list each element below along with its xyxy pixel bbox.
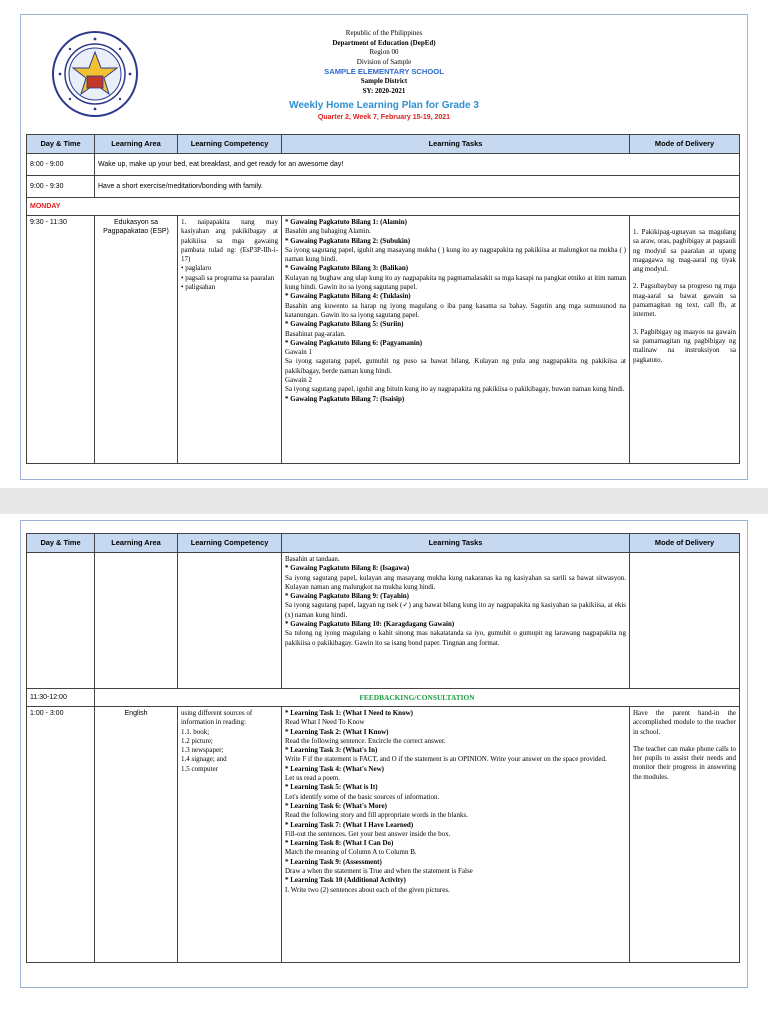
task-body: Basahin ang kuwento sa harap ng iyong magulang o iba pang kasama sa bahay. Sagutin ang mga sumusunod na katanungan. Gawin ito sa iyong sagutang papel. <box>285 301 626 319</box>
competency-cell <box>178 216 282 464</box>
task-title: * Gawaing Pagkatuto Bilang 4: (Tuklasin) <box>285 292 411 301</box>
col-header-learning-area: Learning Area <box>95 135 178 154</box>
col-header-learning-area: Learning Area <box>95 534 178 553</box>
task-body: Basahin ang bahaging Alamin. <box>285 227 371 236</box>
task-title: * Learning Task 5: (What is It) <box>285 783 378 792</box>
task-body: Sa iyong sagutang papel, kulayan ang masayang mukha kung nakaranas ka ng kasiyahan sa sarili sa bawat sitwasyon. Kulayan naman ang malungkot na mukha kung hindi. <box>285 573 626 591</box>
col-header-learning-competency: Learning Competency <box>178 135 282 154</box>
task-title: * Gawaing Pagkatuto Bilang 9: (Tayahin) <box>285 592 410 601</box>
task-title: * Gawaing Pagkatuto Bilang 8: (Isagawa) <box>285 564 410 573</box>
quarter-text: Quarter 2, Week 7, February 15-19, 2021 <box>317 114 451 122</box>
delivery-cell <box>630 553 740 689</box>
delivery-cell <box>630 707 740 963</box>
learning-plan-table-2 <box>26 533 740 963</box>
col-header-day-time: Day & Time <box>27 534 95 553</box>
page-1 <box>20 14 748 480</box>
competency-line: 1.3 newspaper; <box>181 746 224 755</box>
task-body: Sa iyong sagutang papel, iguhit ang masayang mukha ( ) kung ito ay nagpapakita ng pakikiisa at malungkot na mukha ( ) naman kung hindi. <box>285 245 626 264</box>
day-label-monday: MONDAY <box>27 198 740 216</box>
task-body: Write F if the statement is FACT, and O if the statement is an OPINION. Write your answer on the space provided. <box>285 755 607 764</box>
task-body: Let us read a poem. <box>285 774 341 783</box>
task-title: * Learning Task 6: (What's More) <box>285 801 387 810</box>
department-text: Department of Education (DepEd) <box>332 38 436 47</box>
division-text: Division of Sample <box>356 57 412 66</box>
competency-line: 1.4 signage; and <box>181 755 227 764</box>
table-row <box>27 689 740 707</box>
table-row <box>27 216 740 464</box>
table-row <box>27 198 740 216</box>
task-title: * Learning Task 10 (Additional Activity) <box>285 876 406 885</box>
task-title: * Gawaing Pagkatuto Bilang 5: (Suriin) <box>285 320 404 329</box>
task-body: Read the following sentence. Encircle the correct answer. <box>285 736 446 745</box>
task-body: Match the meaning of Column A to Column B. <box>285 848 417 857</box>
table-row <box>27 553 740 689</box>
task-body: Sa tulong ng iyong magulang o kahit sinong mas nakatatanda sa iyo, gumuhit o gumupit ng larawang nagpapakita ng pakikiisa o pakikibagay. Gawin ito sa isang bond paper. Tingnan ang format. <box>285 629 626 647</box>
learning-area-cell <box>95 553 178 689</box>
table-header-row <box>27 135 740 154</box>
table-row <box>27 154 740 176</box>
task-body: Kulayan ng bughaw ang ulap kung ito ay nagpapakita ng pagmamalasakit sa mga kasapi na pangkat etniko at itim naman kung hindi. Gawin ito sa iyong sagutang papel. <box>285 273 626 292</box>
learning-tasks-cell <box>282 216 630 464</box>
delivery-item: 3. Pagbibigay ng maayos na gawain sa pamamagitan ng pagbibigay ng malinaw na instruksiyon sa pagkatuto. <box>633 327 736 364</box>
col-header-learning-tasks: Learning Tasks <box>282 135 630 154</box>
table-header-row <box>27 534 740 553</box>
task-body: I. Write two (2) sentences about each of the given pictures. <box>285 885 450 894</box>
task-body: Fill-out the sentences. Get your best answer inside the box. <box>285 829 451 838</box>
task-body: Read What I Need To Know <box>285 718 365 727</box>
task-title: * Learning Task 7: (What I Have Learned) <box>285 820 414 829</box>
district-text: Sample District <box>360 76 408 85</box>
col-header-mode-of-delivery: Mode of Delivery <box>630 534 740 553</box>
competency-line: • paglalaro <box>181 264 212 273</box>
delivery-item: The teacher can make phone calls to her pupils to assist their needs and monitor their progress in answering the modules. <box>633 744 736 781</box>
task-body: Sa iyong sagutang papel, iguhit ang bituin kung ito ay nagpapakita ng pakikiisa o pakikibagay, buwan naman kung hindi. <box>285 385 625 394</box>
task-title: * Learning Task 3: (What's In) <box>285 746 378 755</box>
page-separator <box>0 488 768 514</box>
delivery-item: 1. Pakikipag-ugnayan sa magulang sa araw, oras, pagbibigay at pagsauli ng modyul sa paaralan at upang magagawa ng mag-aaral ng tiyak ang modyul. <box>633 228 736 274</box>
page-2 <box>20 520 748 988</box>
time-cell: 11:30-12:00 <box>27 689 95 707</box>
task-title: * Gawaing Pagkatuto Bilang 7: (Isaisip) <box>285 394 405 403</box>
col-header-learning-tasks: Learning Tasks <box>282 534 630 553</box>
task-title: * Learning Task 8: (What I Can Do) <box>285 839 394 848</box>
col-header-day-time: Day & Time <box>27 135 95 154</box>
republic-text: Republic of the Philippines <box>345 29 423 37</box>
time-cell <box>27 553 95 689</box>
learning-plan-table-1 <box>26 134 740 464</box>
school-name: SAMPLE ELEMENTARY SCHOOL <box>324 67 444 77</box>
task-title: * Gawaing Pagkatuto Bilang 6: (Pagyamanin) <box>285 338 423 347</box>
region-text: Region 00 <box>369 48 399 57</box>
time-cell: 1:00 - 3:00 <box>27 707 95 963</box>
learning-area-cell: Edukasyon sa Pagpapakatao (ESP) <box>95 216 178 464</box>
task-title: * Gawaing Pagkatuto Bilang 3: (Balikan) <box>285 264 409 273</box>
task-body: Draw a when the statement is True and when the statement is False <box>285 867 473 876</box>
task-body: Let's identify some of the basic sources of information. <box>285 792 440 801</box>
competency-cell <box>178 553 282 689</box>
competency-line: 1.5 computer <box>181 764 218 773</box>
delivery-item: Have the parent hand-in the accomplished module to the teacher in school. <box>633 709 736 736</box>
task-title: * Gawaing Pagkatuto Bilang 1: (Alamin) <box>285 218 407 226</box>
task-title: * Learning Task 9: (Assessment) <box>285 857 382 866</box>
plan-title: Weekly Home Learning Plan for Grade 3 <box>289 100 479 112</box>
col-header-learning-competency: Learning Competency <box>178 534 282 553</box>
feedbacking-label: FEEDBACKING/CONSULTATION <box>95 689 740 707</box>
task-body: Sa iyong sagutang papel, gumuhit ng puso sa bawat bilang. Kulayan ng pula ang nagpapakita ng pakikiisa at pakikibagay, berde naman kung hindi. <box>285 357 626 375</box>
delivery-item: 2. Pagsubaybay sa progreso ng mga mag-aaral sa bawat gawain sa pamamagitan ng text, call fb, at internet. <box>633 282 736 319</box>
learning-tasks-cell <box>282 707 630 963</box>
competency-line: 1.2 picture; <box>181 736 213 745</box>
note-cell: Have a short exercise/meditation/bonding with family. <box>95 176 740 198</box>
time-cell: 8:00 - 9:00 <box>27 154 95 176</box>
col-header-mode-of-delivery: Mode of Delivery <box>630 135 740 154</box>
competency-line: 1. naipapakita nang may kasiyahan ang pakikibagay at pakikiisa sa mga gawaing pambata tulad ng: (EsP3P-IIh-i-17) <box>181 218 278 264</box>
competency-line: 1.1. book; <box>181 727 210 736</box>
time-cell: 9:00 - 9:30 <box>27 176 95 198</box>
task-body: Gawain 1 <box>285 348 313 357</box>
competency-line: • pagsali sa programa sa paaralan <box>181 273 275 282</box>
task-title: * Gawaing Pagkatuto Bilang 10: (Karagdagang Gawain) <box>285 620 455 629</box>
task-body: Basahinat pag-aralan. <box>285 329 346 338</box>
task-body: Read the following story and fill appropriate words in the blanks. <box>285 811 468 820</box>
task-title: * Learning Task 4: (What's New) <box>285 764 384 773</box>
task-body: Sa iyong sagutang papel, lagyan ng tsek (✓) ang bawat bilang kung ito ay nagpapakita ng kasiyahan sa pakikiisa, at ekis (x) naman kung hindi. <box>285 601 626 619</box>
learning-area-cell: English <box>95 707 178 963</box>
task-body: Basahin at tandaan. <box>285 555 340 563</box>
table-row <box>27 176 740 198</box>
delivery-cell <box>630 216 740 464</box>
time-cell: 9:30 - 11:30 <box>27 216 95 464</box>
note-cell: Wake up, make up your bed, eat breakfast, and get ready for an awesome day! <box>95 154 740 176</box>
task-body: Gawain 2 <box>285 376 313 385</box>
competency-line: • paligsahan <box>181 283 216 292</box>
competency-line: using different sources of information in reading: <box>181 709 253 727</box>
table-row <box>27 707 740 963</box>
document-header <box>21 15 747 135</box>
task-title: * Learning Task 2: (What I Know) <box>285 727 389 736</box>
task-title: * Learning Task 1: (What I Need to Know) <box>285 709 413 717</box>
competency-cell <box>178 707 282 963</box>
learning-tasks-cell <box>282 553 630 689</box>
school-year: SY: 2020-2021 <box>362 86 406 95</box>
task-title: * Gawaing Pagkatuto Bilang 2: (Subukin) <box>285 236 411 245</box>
